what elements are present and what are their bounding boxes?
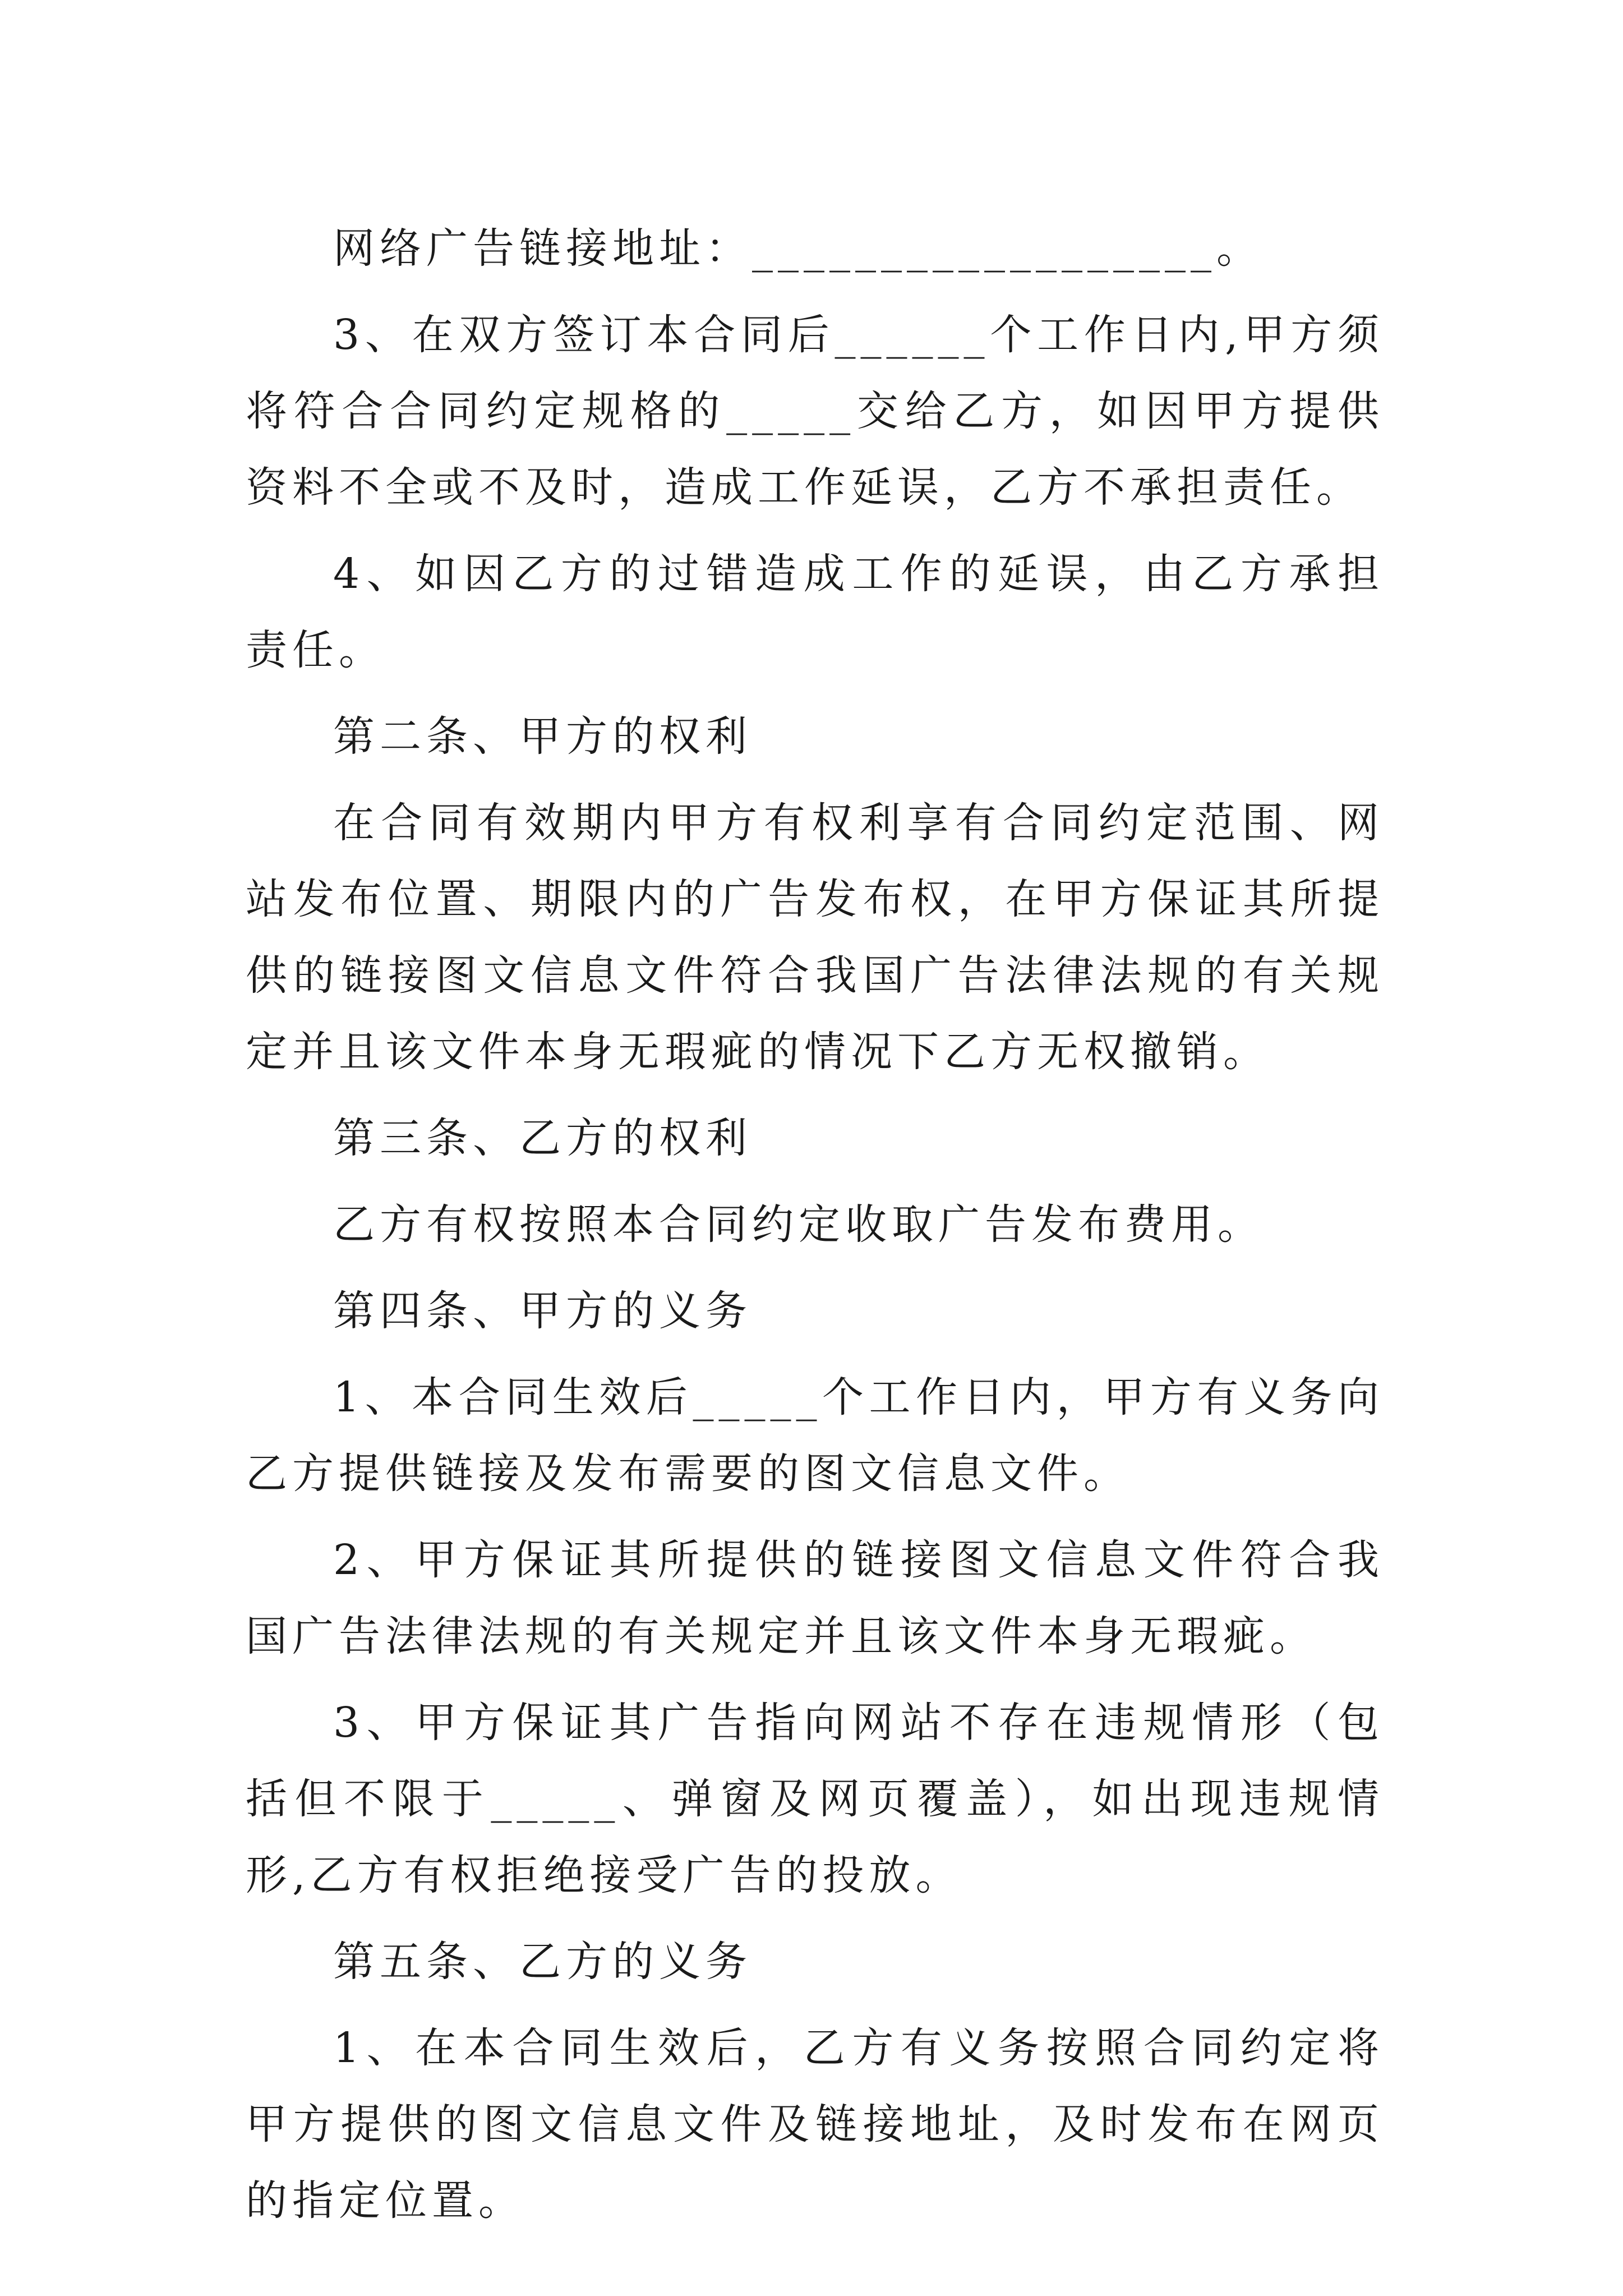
paragraph-party-a-rights: 在合同有效期内甲方有权利享有合同约定范围、网站发布位置、期限内的广告发布权，在甲方保证其所提供的链接图文信息文件符合我国广告法律法规的有关规定并且该文件本身无瑕疵的情况下乙方无权撤销。 (246, 799, 1384, 1076)
paragraph-ad-link-address: 网络广告链接地址：__________________。 (333, 224, 1263, 273)
paragraph-party-b-rights: 乙方有权按照本合同约定收取广告发布费用。 (333, 1200, 1264, 1249)
paragraph-party-a-duty-2: 2、甲方保证其所提供的链接图文信息文件符合我国广告法律法规的有关规定并且该文件本身无瑕疵。 (246, 1536, 1384, 1660)
paragraph-clause-4-delay: 4、如因乙方的过错造成工作的延误，由乙方承担责任。 (246, 550, 1384, 674)
paragraph-party-a-duty-1: 1、本合同生效后_____个工作日内，甲方有义务向乙方提供链接及发布需要的图文信息文件。 (246, 1373, 1384, 1498)
heading-article-3: 第三条、乙方的权利 (333, 1114, 752, 1162)
paragraph-party-a-duty-3: 3、甲方保证其广告指向网站不存在违规情形（包括但不限于_____、弹窗及网页覆盖），如出现违规情形,乙方有权拒绝接受广告的投放。 (246, 1699, 1384, 1899)
paragraph-party-b-duty-1: 1、在本合同生效后，乙方有义务按照合同约定将甲方提供的图文信息文件及链接地址，及时发布在网页的指定位置。 (246, 2024, 1384, 2225)
heading-article-5: 第五条、乙方的义务 (333, 1938, 752, 1986)
paragraph-clause-3-materials: 3、在双方签订本合同后______个工作日内,甲方须将符合合同约定规格的_____交给乙方，如因甲方提供资料不全或不及时，造成工作延误，乙方不承担责任。 (246, 311, 1384, 512)
document-body (246, 210, 1384, 2239)
heading-article-4: 第四条、甲方的义务 (333, 1287, 752, 1335)
heading-article-2: 第二条、甲方的权利 (333, 712, 752, 761)
